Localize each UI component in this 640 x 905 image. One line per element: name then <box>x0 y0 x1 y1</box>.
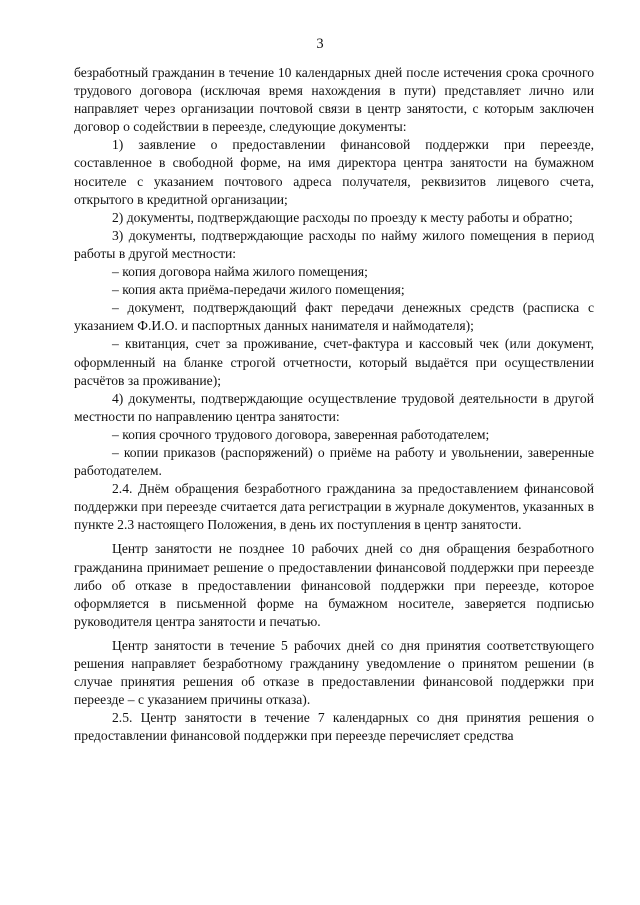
intro-paragraph: безработный гражданин в течение 10 календарных дней после истечения срока срочного трудового договора (исключая время нахождения в пути) представляет лично или направляет через организации почтовой связи в центр занятости, с которым заключен договор о содействии в переезде, следующие документы: <box>74 65 594 135</box>
document-body <box>74 64 594 745</box>
list-item-2: 2) документы, подтверждающие расходы по проезду к месту работы и обратно; <box>112 209 573 225</box>
list-subitem-4a: – копия срочного трудового договора, заверенная работодателем; <box>112 426 490 442</box>
notification-paragraph: Центр занятости в течение 5 рабочих дней со дня принятия соответствующего решения направляет безработному гражданину уведомление о принятом решении (в случае принятия решения об отказе в предоставлении финансовой поддержки при переезде – с указанием причины отказа). <box>74 637 594 708</box>
page-number: 3 <box>316 36 324 52</box>
clause-2-5: 2.5. Центр занятости в течение 7 календарных со дня принятия решения о предоставлении финансовой поддержки при переезде перечисляет средства <box>74 710 594 744</box>
list-item-4: 4) документы, подтверждающие осуществление трудовой деятельности в другой местности по направлению центра занятости: <box>74 390 594 424</box>
list-subitem-4b: – копии приказов (распоряжений) о приёме на работу и увольнении, заверенные работодателем. <box>74 444 594 479</box>
list-subitem-3d: – квитанция, счет за проживание, счет-фактура и кассовый чек (или документ, оформленный на бланке строгой отчетности, который выдаётся при осуществлении расчётов за проживание); <box>74 336 594 388</box>
list-subitem-3b: – копия акта приёма-передачи жилого помещения; <box>112 282 405 298</box>
clause-2-4: 2.4. Днём обращения безработного гражданина за предоставлением финансовой поддержки при переезде считается дата регистрации в журнале документов, указанных в пункте 2.3 настоящего Положения, в день их поступления в центр занятости. <box>74 481 594 533</box>
decision-paragraph: Центр занятости не позднее 10 рабочих дней со дня обращения безработного гражданина принимает решение о предоставлении финансовой поддержки при переезде либо об отказе в предоставлении финансовой поддержки при переезде, которое оформляется в письменной форме на бумажном носителе, заверяется подписью руководителя центра занятости и печатью. <box>74 541 594 629</box>
list-item-1: 1) заявление о предоставлении финансовой поддержки при переезде, составленное в свободной форме, на имя директора центра занятости на бумажном носителе с указанием почтового адреса получателя, реквизитов лицевого счета, открытого в кредитной организации; <box>74 137 594 207</box>
list-subitem-3a: – копия договора найма жилого помещения; <box>112 264 368 280</box>
list-subitem-3c: – документ, подтверждающий факт передачи денежных средств (расписка с указанием Ф.И.О. и паспортных данных нанимателя и наймодателя); <box>74 300 594 334</box>
list-item-3: 3) документы, подтверждающие расходы по найму жилого помещения в период работы в другой местности: <box>74 227 594 261</box>
